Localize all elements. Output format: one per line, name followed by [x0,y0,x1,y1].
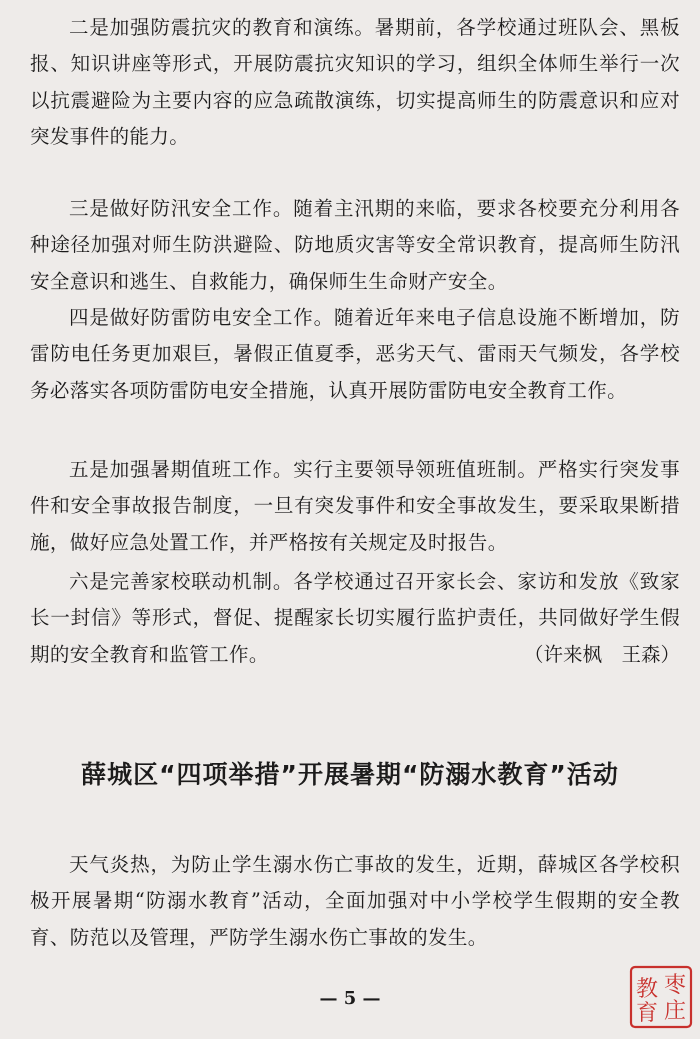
seal-char: 庄 [663,999,687,1024]
paragraph-earthquake-drill: 二是加强防震抗灾的教育和演练。暑期前，各学校通过班队会、黑板报、知识讲座等形式，开展防震抗灾知识的学习，组织全体师生举行一次以抗震避险为主要内容的应急疏散演练，切实提高师生的防震意识和应对突发事件的能力。 [30,16,680,148]
seal-char: 育 [635,1001,659,1026]
seal-char: 教 [635,977,659,1002]
paragraph-text: 六是完善家校联动机制。各学校通过召开家长会、家访和发放《致家长一封信》等形式，督促、提醒家长切实履行监护责任，共同做好学生假期的安全教育和监管工作。 [30,570,680,666]
paragraph-duty-work: 五是加强暑期值班工作。实行主要领导领班值班制。严格实行突发事件和安全事故报告制度，一旦有突发事件和安全事故发生，要采取果断措施，做好应急处置工作，并严格按有关规定及时报告。 [30,458,680,554]
page-number: — 5 — [319,988,381,1009]
seal-char: 枣 [663,973,687,998]
author-signature: （许来枫 王森） [523,642,680,666]
paragraph-home-school [30,564,680,673]
paragraph-lightning-safety: 四是做好防雷防电安全工作。随着近年来电子信息设施不断增加，防雷防电任务更加艰巨，暑假正值夏季，恶劣天气、雷雨天气频发，各学校务必落实各项防雷防电安全措施，认真开展防雷防电安全教育工作。 [30,306,680,402]
seal-stamp [629,965,693,1029]
article-title: 薛城区“四项举措”开展暑期“防溺水教育”活动 [81,760,619,789]
paragraph-drowning-intro: 天气炎热，为防止学生溺水伤亡事故的发生，近期，薛城区各学校积极开展暑期“防溺水教育”活动，全面加强对中小学校学生假期的安全教育、防范以及管理，严防学生溺水伤亡事故的发生。 [30,853,680,949]
paragraph-flood-safety: 三是做好防汛安全工作。随着主汛期的来临，要求各校要充分利用各种途径加强对师生防洪避险、防地质灾害等安全常识教育，提高师生防汛安全意识和逃生、自救能力，确保师生生命财产安全。 [30,197,680,293]
